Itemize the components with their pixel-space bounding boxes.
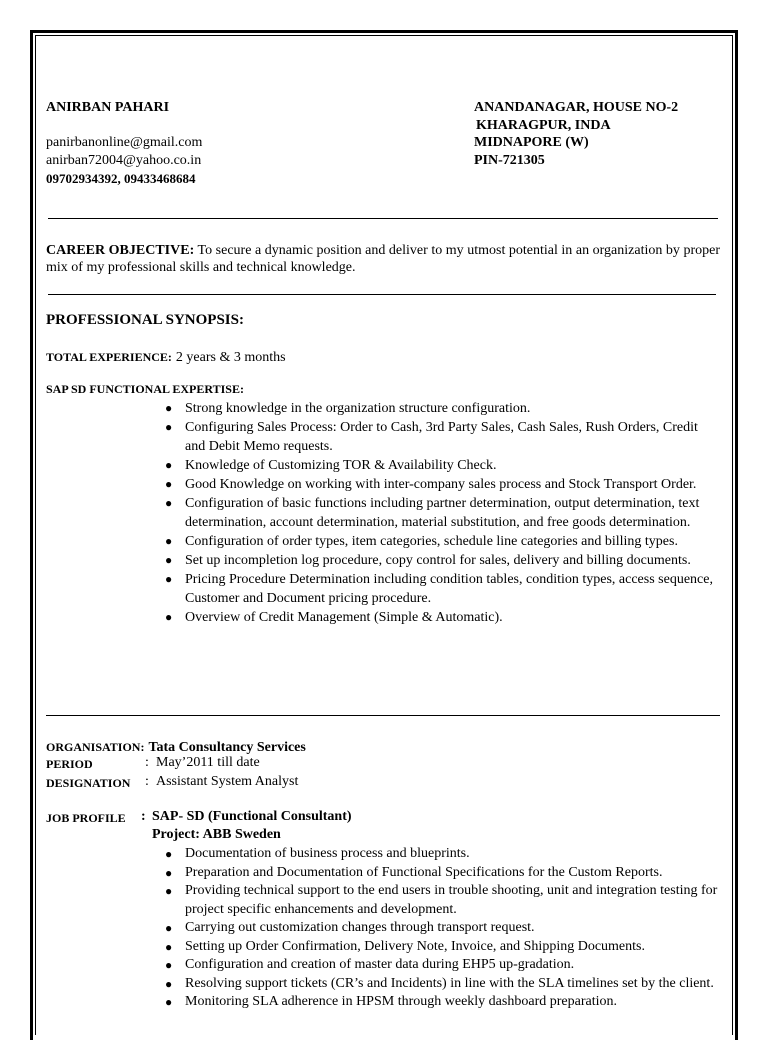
list-item — [161, 570, 721, 608]
section-heading-synopsis: PROFESSIONAL SYNOPSIS: — [46, 312, 244, 328]
list-item — [161, 956, 721, 975]
list-item-text: Configuration of basic functions including partner determination, output determination, text determination, account determination, material substitution, and free goods determination. — [185, 496, 700, 530]
expertise-list — [161, 399, 721, 627]
organisation-value: Tata Consultancy Services — [148, 740, 306, 755]
career-objective-label: CAREER OBJECTIVE: — [46, 243, 195, 258]
list-item-text: Strong knowledge in the organization structure configuration. — [185, 401, 531, 416]
bullet-icon: ● — [165, 534, 173, 548]
designation-value: Assistant System Analyst — [156, 774, 299, 789]
list-item — [161, 418, 721, 456]
list-item — [161, 993, 721, 1012]
total-experience-label: TOTAL EXPERIENCE: — [46, 350, 172, 364]
candidate-name: ANIRBAN PAHARI — [46, 100, 170, 115]
career-objective — [46, 242, 720, 276]
list-item-text: Configuring Sales Process: Order to Cash, 3rd Party Sales, Cash Sales, Rush Orders, Credit and Debit Memo requests. — [185, 420, 698, 454]
list-item — [161, 975, 721, 994]
bullet-icon: ● — [165, 847, 173, 861]
job-profile-value: SAP- SD (Functional Consultant) — [152, 809, 352, 824]
divider — [48, 218, 718, 219]
email-primary: panirbanonline@gmail.com — [46, 135, 203, 150]
job-responsibilities-list — [161, 845, 721, 1012]
list-item — [161, 456, 721, 475]
bullet-icon: ● — [165, 458, 173, 472]
bullet-icon: ● — [165, 610, 173, 624]
list-item-text: Preparation and Documentation of Functional Specifications for the Custom Reports. — [185, 864, 663, 880]
email-secondary: anirban72004@yahoo.co.in — [46, 153, 202, 168]
bullet-icon: ● — [165, 939, 173, 954]
bullet-icon: ● — [165, 976, 173, 991]
organisation-label: ORGANISATION: — [46, 740, 145, 754]
list-item — [161, 475, 721, 494]
list-item-text: Providing technical support to the end users in trouble shooting, unit and integration testing for project specific enhancements and development. — [185, 883, 718, 917]
list-item-text: Carrying out customization changes through transport request. — [185, 920, 535, 935]
divider — [48, 294, 716, 295]
list-item-text: Knowledge of Customizing TOR & Availability Check. — [185, 458, 497, 473]
job-profile-sep: : — [141, 809, 146, 824]
list-item — [161, 608, 721, 627]
bullet-icon: ● — [165, 921, 173, 935]
bullet-icon: ● — [165, 572, 173, 586]
list-item — [161, 938, 721, 957]
bullet-icon: ● — [165, 553, 173, 567]
list-item — [161, 494, 721, 532]
project-name: Project: ABB Sweden — [152, 827, 281, 842]
bullet-icon: ● — [165, 884, 173, 898]
designation-sep: : — [145, 774, 149, 789]
job-profile-label: JOB PROFILE — [46, 811, 126, 825]
career-objective-text: To secure a dynamic position and deliver to my utmost potential in an organization by proper mix of my professional skills and technical knowledge. — [46, 243, 720, 275]
expertise-heading: SAP SD FUNCTIONAL EXPERTISE: — [46, 382, 244, 396]
list-item — [161, 399, 721, 418]
divider — [46, 715, 720, 716]
list-item — [161, 919, 721, 938]
list-item-text: Configuration and creation of master data during EHP5 up-gradation. — [185, 957, 575, 972]
bullet-icon: ● — [165, 401, 173, 415]
address-line-2: KHARAGPUR, INDA — [476, 118, 611, 133]
list-item-text: Overview of Credit Management (Simple & Automatic). — [185, 610, 503, 625]
period-sep: : — [145, 755, 149, 770]
address-line-3: MIDNAPORE (W) — [474, 135, 589, 150]
list-item — [161, 532, 721, 551]
list-item-text: Resolving support tickets (CR’s and Incidents) in line with the SLA timelines set by the client. — [185, 975, 714, 991]
total-experience-value: 2 years & 3 months — [175, 350, 286, 365]
address-line-4: PIN-721305 — [474, 153, 545, 168]
organisation-row — [46, 738, 306, 756]
list-item-text: Monitoring SLA adherence in HPSM through weekly dashboard preparation. — [185, 994, 617, 1009]
designation-label: DESIGNATION — [46, 776, 131, 790]
list-item — [161, 882, 721, 919]
list-item-text: Setting up Order Confirmation, Delivery Note, Invoice, and Shipping Documents. — [185, 938, 645, 954]
bullet-icon: ● — [165, 496, 173, 510]
list-item — [161, 551, 721, 570]
phone-numbers: 09702934392, 09433468684 — [46, 171, 196, 186]
list-item — [161, 845, 721, 864]
bullet-icon: ● — [165, 958, 173, 972]
bullet-icon: ● — [165, 995, 173, 1009]
bullet-icon: ● — [165, 477, 173, 491]
list-item-text: Configuration of order types, item categories, schedule line categories and billing types. — [185, 534, 678, 549]
list-item — [161, 864, 721, 883]
list-item-text: Documentation of business process and blueprints. — [185, 846, 470, 861]
bullet-icon: ● — [165, 420, 173, 434]
list-item-text: Set up incompletion log procedure, copy control for sales, delivery and billing documents. — [185, 553, 691, 568]
period-label: PERIOD — [46, 757, 93, 771]
list-item-text: Pricing Procedure Determination including condition tables, condition types, access sequence, Customer and Document pricing procedure. — [185, 572, 713, 606]
list-item-text: Good Knowledge on working with inter-company sales process and Stock Transport Order. — [185, 477, 697, 492]
total-experience — [46, 348, 286, 366]
address-line-1: ANANDANAGAR, HOUSE NO-2 — [474, 100, 679, 115]
bullet-icon: ● — [165, 865, 173, 880]
period-value: May’2011 till date — [156, 755, 260, 770]
